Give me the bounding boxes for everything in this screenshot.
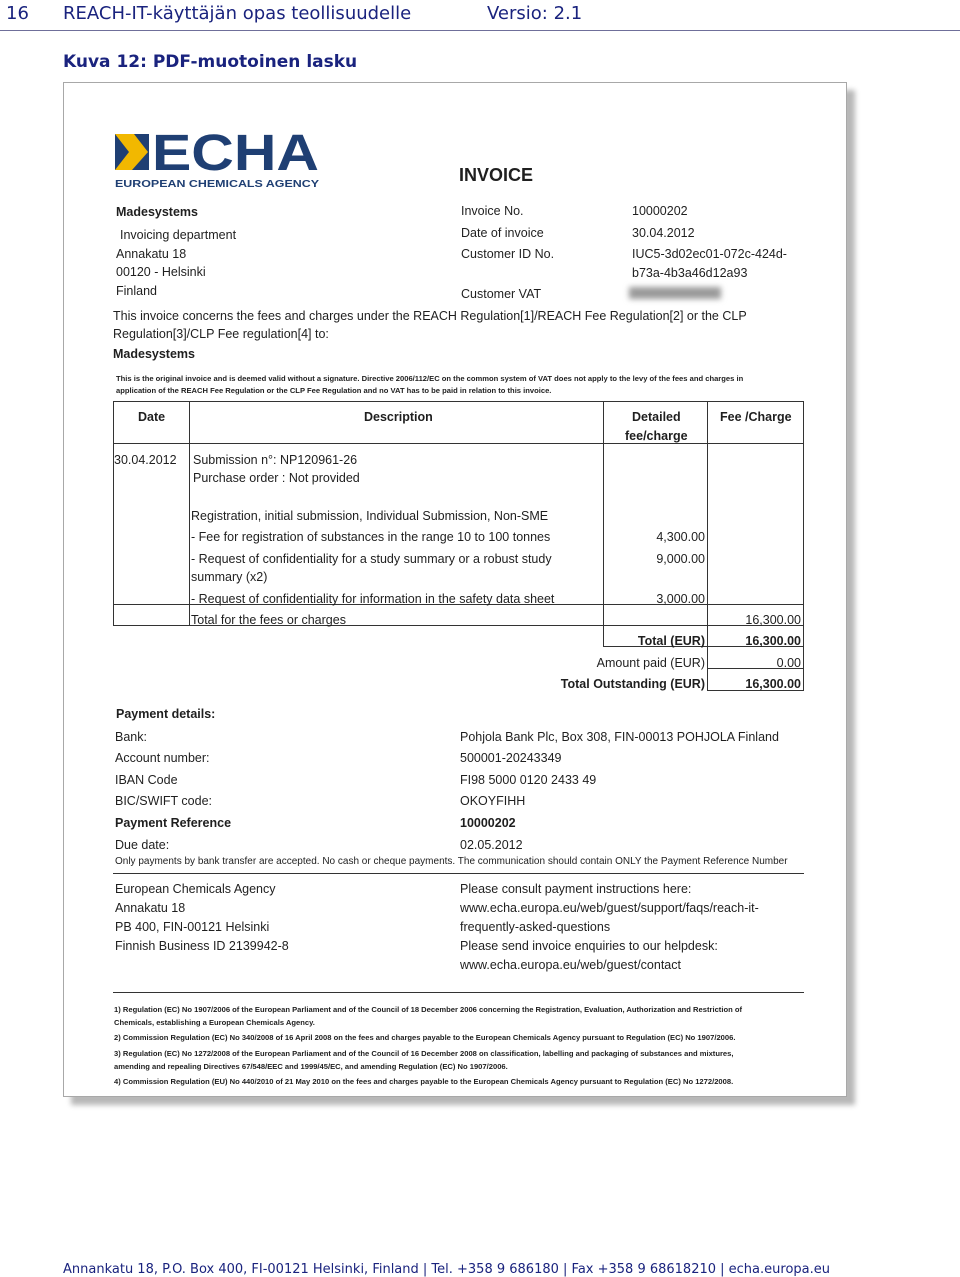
page-footer: Annankatu 18, P.O. Box 400, FI-00121 Helsinki, Finland | Tel. +358 9 686180 | Fax +358 9 68618210 | echa.europa.eu bbox=[63, 1262, 830, 1277]
recipient-line: Finland bbox=[116, 284, 157, 298]
bic-value: OKOYFIHH bbox=[460, 794, 526, 808]
total-fees-label: Total for the fees or charges bbox=[191, 613, 346, 627]
footnote: 2) Commission Regulation (EC) No 340/2008 of 16 April 2008 on the fees and charges payable to the European Chemicals Agency pursuant to Regulation (EC) No 1907/2006. bbox=[114, 1033, 736, 1042]
figure-caption: Kuva 12: PDF-muotoinen lasku bbox=[63, 52, 358, 72]
paid-label: Amount paid (EUR) bbox=[596, 656, 705, 670]
customer-id: IUC5-3d02ec01-072c-424d- bbox=[632, 247, 787, 261]
recipient-name: Madesystems bbox=[116, 205, 198, 219]
iban-label: IBAN Code bbox=[115, 773, 178, 787]
agency-line: Finnish Business ID 2139942-8 bbox=[115, 939, 289, 953]
reference-label: Payment Reference bbox=[115, 816, 232, 830]
consult-line: www.echa.europa.eu/web/guest/support/faqs/reach-it- bbox=[460, 901, 759, 915]
fee-line-amount: 9,000.00 bbox=[656, 552, 705, 566]
logo-subtitle: EUROPEAN CHEMICALS AGENCY bbox=[115, 178, 319, 190]
table-border bbox=[803, 401, 804, 690]
recipient-line: 00120 - Helsinki bbox=[116, 265, 206, 279]
concerns-text: Regulation[3]/CLP Fee regulation[4] to: bbox=[113, 327, 329, 341]
echa-logo bbox=[112, 128, 372, 192]
fee-line: - Request of confidentiality for information in the safety data sheet bbox=[191, 592, 555, 606]
outstanding-amount: 16,300.00 bbox=[745, 677, 801, 691]
recipient-line: Invoicing department bbox=[120, 228, 237, 242]
payment-heading: Payment details: bbox=[116, 707, 216, 721]
col-date: Date bbox=[138, 410, 166, 424]
table-border bbox=[113, 401, 114, 625]
consult-line: Please consult payment instructions here: bbox=[460, 882, 692, 896]
col-description: Description bbox=[364, 410, 433, 424]
footnote: 4) Commission Regulation (EU) No 440/2010 of 21 May 2010 on the fees and charges payable to the European Chemicals Agency pursuant to Regulation (EC) No 1272/2008. bbox=[114, 1077, 734, 1086]
footnote: amending and repealing Directives 67/548/EEC and 1999/45/EC, and amending Regulation (EC) No 1907/2006. bbox=[114, 1062, 508, 1071]
consult-line: Please send invoice enquiries to our helpdesk: bbox=[460, 939, 718, 953]
account-label: Account number: bbox=[115, 751, 210, 765]
document-version: Versio: 2.1 bbox=[487, 3, 583, 24]
total-label: Total (EUR) bbox=[637, 634, 705, 648]
concerns-text: This invoice concerns the fees and charges under the REACH Regulation[1]/REACH Fee Regulation[2] or the CLP bbox=[113, 309, 747, 323]
header-divider bbox=[0, 30, 960, 31]
footnote: Chemicals, establishing a European Chemicals Agency. bbox=[114, 1018, 315, 1027]
col-detailed: fee/charge bbox=[625, 429, 688, 443]
fee-line: summary (x2) bbox=[191, 570, 268, 584]
bank-value: Pohjola Bank Plc, Box 308, FIN-00013 POHJOLA Finland bbox=[460, 730, 779, 744]
fee-line: - Fee for registration of substances in the range 10 to 100 tonnes bbox=[191, 530, 551, 544]
table-border bbox=[113, 443, 804, 444]
vat-redacted bbox=[629, 287, 721, 299]
outstanding-label: Total Outstanding (EUR) bbox=[560, 677, 705, 691]
purchase-order: Purchase order : Not provided bbox=[193, 471, 360, 485]
footnote: 1) Regulation (EC) No 1907/2006 of the European Parliament and of the Council of 18 December 2006 concerning the Registration, Evaluation, Authorization and Restriction of bbox=[114, 1005, 743, 1014]
table-border bbox=[189, 401, 190, 625]
registration-type: Registration, initial submission, Individual Submission, Non-SME bbox=[191, 509, 549, 523]
vat-label: Customer VAT bbox=[461, 287, 542, 301]
bank-label: Bank: bbox=[115, 730, 147, 744]
total-fees-amount: 16,300.00 bbox=[745, 613, 801, 627]
agency-line: European Chemicals Agency bbox=[115, 882, 276, 896]
fee-line-amount: 4,300.00 bbox=[656, 530, 705, 544]
due-value: 02.05.2012 bbox=[460, 838, 523, 852]
invoice-no: 10000202 bbox=[632, 204, 688, 218]
logo-wordmark: ECHA bbox=[152, 128, 319, 181]
agency-line: Annakatu 18 bbox=[115, 901, 186, 915]
consult-line: frequently-asked-questions bbox=[460, 920, 611, 934]
concerns-company: Madesystems bbox=[113, 347, 195, 361]
customer-id-cont: b73a-4b3a46d12a93 bbox=[632, 266, 748, 280]
customer-id-label: Customer ID No. bbox=[461, 247, 555, 261]
row-date: 30.04.2012 bbox=[114, 453, 177, 467]
submission-number: Submission n°: NP120961-26 bbox=[193, 453, 358, 467]
footnote: 3) Regulation (EC) No 1272/2008 of the European Parliament and of the Council of 16 December 2008 on classification, labelling and packaging of substances and mixtures, bbox=[114, 1049, 734, 1058]
reference-value: 10000202 bbox=[460, 816, 516, 830]
payment-note: Only payments by bank transfer are accepted. No cash or cheque payments. The communication should contain ONLY the Payment Reference Number bbox=[115, 856, 788, 867]
recipient-line: Annakatu 18 bbox=[116, 247, 187, 261]
fee-line-amount: 3,000.00 bbox=[656, 592, 705, 606]
consult-line: www.echa.europa.eu/web/guest/contact bbox=[460, 958, 681, 972]
invoice-title: INVOICE bbox=[459, 165, 534, 185]
section-divider bbox=[113, 992, 804, 993]
vat-notice: This is the original invoice and is deemed valid without a signature. Directive 2006/112/EC on the common system of VAT does not apply to the levy of the fees and charges in bbox=[116, 374, 744, 383]
page-number: 16 bbox=[6, 3, 29, 24]
invoice-date: 30.04.2012 bbox=[632, 226, 695, 240]
col-detailed: Detailed bbox=[632, 410, 681, 424]
fee-line: - Request of confidentiality for a study summary or a robust study bbox=[191, 552, 552, 566]
invoice-image bbox=[63, 82, 847, 1097]
due-label: Due date: bbox=[115, 838, 170, 852]
vat-notice: application of the REACH Fee Regulation or the CLP Fee Regulation and no VAT has to be paid in relation to this invoice. bbox=[116, 386, 552, 395]
col-fee: Fee /Charge bbox=[720, 410, 792, 424]
invoice-no-label: Invoice No. bbox=[461, 204, 524, 218]
iban-value: FI98 5000 0120 2433 49 bbox=[460, 773, 597, 787]
table-border bbox=[603, 401, 604, 646]
table-border bbox=[113, 401, 804, 402]
bic-label: BIC/SWIFT code: bbox=[115, 794, 213, 808]
document-title: REACH-IT-käyttäjän opas teollisuudelle bbox=[63, 3, 412, 24]
paid-amount: 0.00 bbox=[776, 656, 801, 670]
section-divider bbox=[113, 873, 804, 874]
account-value: 500001-20243349 bbox=[460, 751, 562, 765]
total-amount: 16,300.00 bbox=[745, 634, 801, 648]
agency-line: PB 400, FIN-00121 Helsinki bbox=[115, 920, 270, 934]
date-label: Date of invoice bbox=[461, 226, 544, 240]
